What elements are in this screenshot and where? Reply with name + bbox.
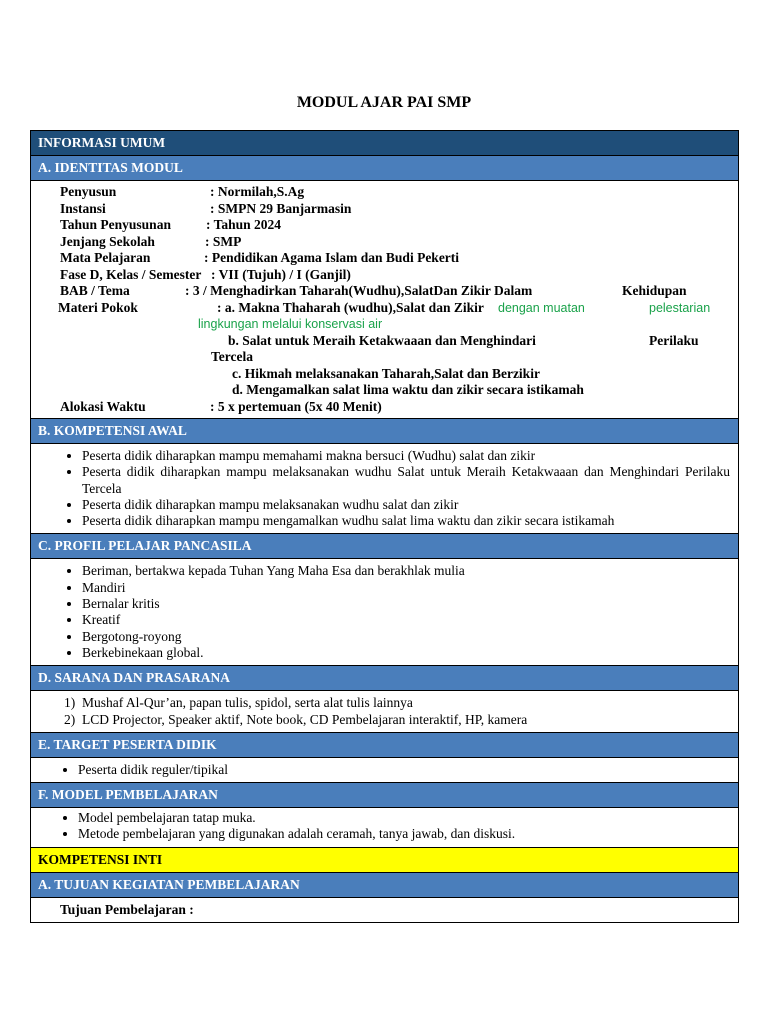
list-item: • Bergotong-royong <box>82 629 730 645</box>
list-item: 2. LCD Projector, Speaker aktif, Note book, CD Pembelajaran interaktif, HP, kamera <box>82 712 730 728</box>
mapel-label: Mata Pelajaran <box>60 250 151 265</box>
identitas-modul-section <box>31 181 738 419</box>
materi-d: d. Mengamalkan salat lima waktu dan zikir secara istikamah <box>232 382 584 397</box>
kompetensi-inti-header: KOMPETENSI INTI <box>31 848 738 873</box>
tujuan-header: A. TUJUAN KEGIATAN PEMBELAJARAN <box>31 873 738 898</box>
penyusun-value: : Normilah,S.Ag <box>210 184 305 199</box>
kompetensi-awal-header: B. KOMPETENSI AWAL <box>31 419 738 444</box>
tahun-value: : Tahun 2024 <box>206 217 282 232</box>
materi-b-cont: Tercela <box>211 349 253 364</box>
bab-value: : 3 / Menghadirkan Taharah(Wudhu),SalatDan Zikir Dalam <box>185 283 533 298</box>
jenjang-label: Jenjang Sekolah <box>60 233 155 249</box>
materi-a-green-1: dengan muatan <box>498 300 585 315</box>
instansi-value: : SMPN 29 Banjarmasin <box>210 200 352 216</box>
materi-c: c. Hikmah melaksanakan Taharah,Salat dan Berzikir <box>232 365 540 381</box>
tahun-label: Tahun Penyusunan <box>60 217 171 232</box>
list-item: • Kreatif <box>82 612 730 628</box>
sarana-section <box>31 691 738 733</box>
bab-value-end: Kehidupan <box>622 283 687 298</box>
materi-b: b. Salat untuk Meraih Ketakwaaan dan Menghindari <box>228 332 536 348</box>
list-item: • Beriman, bertakwa kepada Tuhan Yang Maha Esa dan berakhlak mulia <box>82 563 730 579</box>
list-item: 1. Mushaf Al-Qur’an, papan tulis, spidol, serta alat tulis lainnya <box>82 695 730 711</box>
list-item: • Peserta didik diharapkan mampu memahami makna bersuci (Wudhu) salat dan zikir <box>82 448 730 464</box>
alokasi-value: : 5 x pertemuan (5x 40 Menit) <box>210 398 382 414</box>
target-header: E. TARGET PESERTA DIDIK <box>31 733 738 758</box>
model-header: F. MODEL PEMBELAJARAN <box>31 783 738 808</box>
list-item: • Mandiri <box>82 580 730 596</box>
penyusun-label: Penyusun <box>60 184 117 199</box>
informasi-umum-header: INFORMASI UMUM <box>31 131 738 156</box>
fase-value: : VII (Tujuh) / I (Ganjil) <box>211 266 351 282</box>
list-item: • Peserta didik diharapkan mampu mengamalkan wudhu salat lima waktu dan zikir secara istikamah <box>82 513 730 529</box>
list-item: • Bernalar kritis <box>82 596 730 612</box>
alokasi-label: Alokasi Waktu <box>60 398 146 414</box>
materi-label: Materi Pokok <box>58 299 138 315</box>
sarana-header: D. SARANA DAN PRASARANA <box>31 666 738 691</box>
materi-b-end: Perilaku <box>649 332 699 348</box>
instansi-label: Instansi <box>60 200 106 216</box>
materi-a-green-2: pelestarian <box>649 300 711 315</box>
profil-pancasila-section <box>31 559 738 666</box>
kompetensi-awal-section <box>31 444 738 534</box>
fase-label: Fase D, Kelas / Semester <box>60 266 202 282</box>
tujuan-label: Tujuan Pembelajaran : <box>60 901 194 917</box>
bab-label: BAB / Tema <box>60 283 130 298</box>
list-item: • Model pembelajaran tatap muka. <box>78 810 730 826</box>
list-item: • Metode pembelajaran yang digunakan adalah ceramah, tanya jawab, dan diskusi. <box>78 826 730 842</box>
module-table <box>30 130 739 923</box>
mapel-value: : Pendidikan Agama Islam dan Budi Pekerti <box>204 250 460 265</box>
profil-pancasila-header: C. PROFIL PELAJAR PANCASILA <box>31 534 738 559</box>
model-section <box>31 808 738 848</box>
page-title: MODUL AJAR PAI SMP <box>296 94 472 111</box>
list-item: • Peserta didik reguler/tipikal <box>78 762 730 778</box>
materi-a-green-3: lingkungan melalui konservasi air <box>198 317 383 331</box>
list-item: • Berkebinekaan global. <box>82 645 730 661</box>
materi-a: : a. Makna Thaharah (wudhu),Salat dan Zikir <box>217 299 484 315</box>
identitas-modul-header: A. IDENTITAS MODUL <box>31 156 738 181</box>
list-item: • Peserta didik diharapkan mampu melaksanakan wudhu salat dan zikir <box>82 497 730 513</box>
target-section <box>31 758 738 783</box>
list-item: • Peserta didik diharapkan mampu melaksanakan wudhu Salat untuk Meraih Ketakwaaan dan Menghindari Perilaku Tercela <box>82 464 730 497</box>
jenjang-value: : SMP <box>205 233 242 249</box>
